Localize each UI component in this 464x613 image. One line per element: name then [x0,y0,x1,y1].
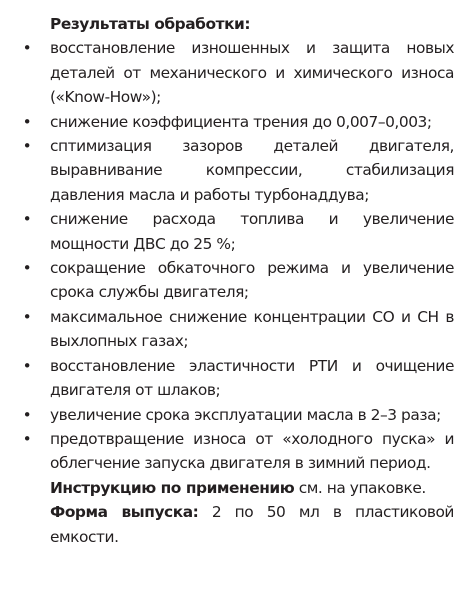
bullet-icon: • [22,307,32,326]
list-item [18,403,454,427]
list-item-text: снижение коэффициента трения до 0,007–0,003; [50,112,432,131]
bullet-icon: • [22,112,32,131]
results-list [18,36,454,475]
list-item-text: восстановление изношенных и защита новых деталей от механического и химического износа («Know-How»); [50,39,454,107]
release-form-text: 2 по 50 мл в пластиковой емкости. [50,503,454,546]
instructions-text: см. на упаковке. [294,478,426,497]
instructions-label: Инструкцию по применению [50,478,295,497]
list-item [18,427,454,476]
bullet-icon: • [22,259,32,278]
bullet-icon: • [22,429,32,448]
list-item-text: сптимизация зазоров деталей двигателя, выравнивание компрессии, стабилизация давления масла и работы турбонаддува; [50,137,454,204]
list-item [18,256,454,305]
list-item [18,207,454,256]
list-item [18,354,454,403]
bullet-icon: • [22,356,32,375]
list-item-text: максимальное снижение концентрации CO и CH в выхлопных газах; [50,307,454,351]
list-item [18,36,454,109]
list-item [18,110,454,134]
list-item [18,134,454,207]
document-body [18,12,454,549]
release-form-label: Форма выпуска: [50,503,199,522]
list-item [18,305,454,354]
bullet-icon: • [22,137,32,156]
list-item-text: снижение расхода топлива и увеличение мощности ДВС до 25 %; [50,210,454,253]
bullet-icon: • [22,39,32,58]
instructions-paragraph [18,476,454,500]
bullet-icon: • [22,210,32,229]
section-heading: Результаты обработки: [50,15,251,33]
bullet-icon: • [22,405,32,424]
list-item-text: сокращение обкаточного режима и увеличение срока службы двигателя; [50,259,454,302]
list-item-text: увеличение срока эксплуатации масла в 2–3 раза; [50,405,441,424]
release-form-paragraph [18,500,454,549]
list-item-text: предотвращение износа от «холодного пуска» и облегчение запуска двигателя в зимний период. [50,429,454,473]
list-item-text: восстановление эластичности РТИ и очищение двигателя от шлаков; [50,356,454,400]
